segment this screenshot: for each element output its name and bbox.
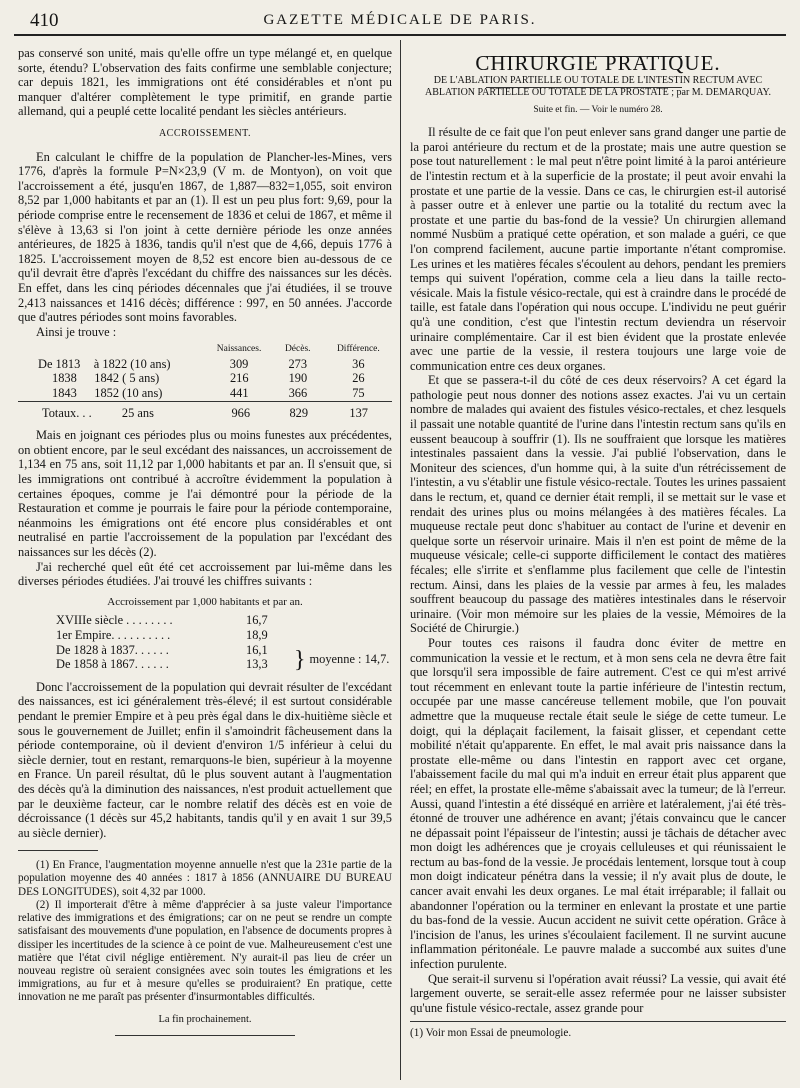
cell: XVIIIe siècle . . . . . . . . bbox=[56, 613, 173, 628]
cell: 36 bbox=[352, 356, 365, 371]
cell: 366 bbox=[288, 386, 308, 401]
paragraph: Et que se passera-t-il du côté de ces deux réservoirs? A cet égard la pathologie peut nous donner des notions assez exactes. J'ai vu un certain nombre de malades qui avaient des fistules vésico-rectales, et chez lesquels il passait une notable quantité de l'urine dans l'intestin rectum sans qu'ils en eussent beaucoup à souffrir (1). Ils ne souffraient que lorsque les matières intestinales passaient dans la vessie. J'ai publié l'observation, dans le Moniteur des sciences, d'un homme qui, à la suite d'un rétrécissement de l'intestin, a vu s'établir une fistule vésico-rectale. Toutes les urines passaient dans le rectum, et, quand ce dernier était rempli, il se mettait sur le vase et rendait des urines plus ou moins mélangées à des matières fécales. La muqueuse rectale peut donc s'habituer au contact de l'urine et devenir en quelque sorte un réservoir urinaire. Mais il n'en est point de même de la muqueuse vésicale; celle-ci supporte difficilement le contact des matières fécales; elle s'irrite et s'enflamme plus facilement que celle de l'intestin rectum. Ainsi, dans les plaies de la vessie par armes à feu, les malades souffrent beaucoup du passage des matières intestinales dans le réservoir urinaire. (Voir mon mémoire sur les plaies de la vessie, Mémoires de la Société de Chirurgie.) bbox=[410, 373, 786, 636]
footnote: (1) Voir mon Essai de pneumologie. bbox=[410, 1021, 786, 1041]
page-header bbox=[14, 8, 786, 36]
cell: De 1858 à 1867. . . . . . bbox=[56, 657, 169, 672]
cell: Totaux. . . bbox=[42, 405, 92, 420]
paragraph: Pour toutes ces raisons il faudra donc éviter de mettre en communication la vessie et le rectum, et à mon sens cela ne devra être fait que lorsqu'il sera impossible de faire autrement. C'est ce qui m'est arrivé tout récemment en enlevant toute la partie inférieure de l'intestin rectum, occupée par une masse cancéreuse tellement mobile, que l'on pouvait admettre que la muqueuse rectale était seule le siége de cette tumeur. Le doigt, qui la déplaçait facilement, la faisait glisser, et cependant cette mobilité n'était qu'apparente. En effet, le mal avait pris naissance dans la prostate elle-même ou dans l'intestin en rapport avec cet organe, l'abaissement facile du mal qui m'a induit en erreur était plus apparent que réel; en effet, la prostate elle-même s'abaissait avec la tumeur; de là l'erreur. Aussi, quand l'intestin a été disséqué en arrière et latéralement, j'ai été très-étonné de trouver une adhérence en avant; j'étais convaincu que le cancer ne dépassait point l'épaisseur de l'intestin; aussi je tâchais de détacher avec mon doigt les adhérences que je croyais celluleuses et qui réunissaient le rectum au bas-fond de la vessie. Je procédais lentement, lorsque tout à coup mon doigt indicateur pénétra dans la vessie; il n'y avait plus de doute, le cancer avait envahi les deux organes. Le mal était irréparable; il fallait ou abandonner l'opération ou la terminer en enlevant la prostate et une partie du bas-fond de la vessie. Aucun accident ne suivit cette opération. Grâce à l'incision de l'anus, les urines s'écoulaient facilement. Il ne survint aucune inflammation péritonéale. Le pauvre malade a succombé aux suites d'une infection purulente. bbox=[410, 635, 786, 972]
paragraph: J'ai recherché quel eût été cet accroissement par lui-même dans les diverses périodes étudiées. J'ai trouvé les chiffres suivants : bbox=[18, 559, 392, 589]
cell: 1852 (10 ans) bbox=[94, 386, 163, 401]
cell: 13,3 bbox=[246, 657, 268, 672]
cell: 16,7 bbox=[246, 613, 268, 628]
page-number: 410 bbox=[30, 10, 59, 31]
table-total-row bbox=[18, 406, 392, 423]
right-column bbox=[410, 46, 786, 1041]
table-header bbox=[18, 342, 392, 357]
cell: 137 bbox=[349, 405, 368, 420]
continuation-note: Suite et fin. — Voir le numéro 28. bbox=[533, 104, 663, 115]
paragraph: Que serait-il survenu si l'opération avait réussi? La vessie, qui avait été largement ouverte, se serait-elle assez refermée pour ne laisser subsister qu'une fistule vésico-rectale, assez grande pour bbox=[410, 971, 786, 1015]
header-births: Naissances. bbox=[216, 344, 262, 355]
growth-table-caption: Accroissement par 1,000 habitants et par an. bbox=[107, 595, 303, 608]
end-rule bbox=[115, 1035, 295, 1036]
paragraph: Mais en joignant ces périodes plus ou moins funestes aux précédentes, on obtient encore, par le seul excédant des naissances, un accroissement de 1,134 en 75 ans, soit 11,12 par 1,000 habitants et par an. Il s'ensuit que, si les immigrations ont contribué à accroître évidemment la population à certaines époques, comme je l'ai démontré pour la période de la Restauration et comme je pourrais le faire pour la période contemporaine, néanmoins les émigrations ont été encore plus considérables et ont neutralisé en partie l'accroissement de la population par l'excédant des naissances sur les décès (2). bbox=[18, 428, 392, 559]
paragraph: Il résulte de ce fait que l'on peut enlever sans grand danger une partie de la paroi antérieure du rectum et de la prostate; mais une autre question se pose tout naturellement : le mal peut n'être point limité à la paroi antérieure de l'intestin rectum et à la superficie de la prostate; il peut avoir envahi la prostate et une partie de la vessie. Dans ce cas, le chirurgien est-il autorisé à passer outre et à enlever une partie ou la totalité du rectum avec la prostate et une partie du bas-fond de la vessie? Un chirurgien allemand nommé Nusbüm a pratiqué cette opération, et son malade a guéri, ce que l'on comprend facilement, aucune partie importante n'étant compromise. Les urines et les matières fécales s'écoulent au dehors, pendant les premiers temps qui suivent l'opération, comme cela a lieu dans la taille recto-vésicale. Mais la fistule vésico-rectale, qui est à craindre dans le procédé de taille, est fatale dans l'opération qui nous occupe. L'individu ne peut guérir qu'à une condition, c'est que l'intestin rectum deviendra un réservoir urinaire complémentaire. Car il est bien évident que la prostate enlevée avec une partie de la vessie, il restera toujours une large voie de communication entre ces deux organes. bbox=[410, 125, 786, 373]
cell: 16,1 bbox=[246, 642, 268, 657]
cell: 25 ans bbox=[121, 405, 154, 420]
footnote: (1) En France, l'augmentation moyenne annuelle n'est que la 231e partie de la population moyenne des 40 années : 1817 à 1856 (ANNUAIRE DU BUREAU DES LONGITUDES), soit 4,32 par 1000. bbox=[18, 859, 392, 898]
table-row bbox=[18, 386, 392, 402]
footnote: (2) Il importerait d'être à même d'apprécier à sa juste valeur l'importance relative des immigrations et des émigrations; car on ne peut se rendre un compte satisfaisant des mouvements d'une population, en l'absence de documents propres à dissiper les incertitudes de la science à ce point de vue. Malheureusement c'est une matière que l'état civil néglige entièrement. N'y aurait-il pas lieu de créer un nouveau registre où seraient consignées avec soin toutes les émigrations et les immigrations, au fur et à mesure qu'elles se produiraient? En pratique, cette innovation ne me paraît pas présenter d'insurmontables difficultés. bbox=[18, 898, 392, 1004]
paragraph: Ainsi je trouve : bbox=[36, 324, 117, 339]
paragraph: pas conservé son unité, mais qu'elle offre un type mélangé et, en quelque sorte, étendu? L'observation des faits confirme une semblable conjecture; car depuis 1821, les immigrations ont été considérables et n'ont pu manquer d'altérer complètement le type primitif, en grande partie allemand, qui a peuplé cette localité pendant les siècles antérieurs. bbox=[18, 46, 392, 119]
cell: à 1822 (10 ans) bbox=[93, 356, 171, 371]
cell: 190 bbox=[288, 371, 308, 386]
cell: 1842 ( 5 ans) bbox=[94, 371, 160, 386]
table-row bbox=[56, 628, 294, 643]
cell: 829 bbox=[289, 405, 309, 420]
table-row bbox=[18, 357, 392, 372]
paragraph: En calculant le chiffre de la population de Plancher-les-Mines, vers 1776, d'après la formule P=N×23,9 (V m. de Montyon), on voit que l'accroissement a été, jusqu'en 1867, de 1,887—832=1,055, soit environ 8,52 par 1,000 habitants et par an (1). Il est un peu plus fort: 9,69, pour la période comprise entre le recensement de 1836 et celui de 1867, et même il s'élève à 13,63 si l'on joint à cette dernière période les onze années antérieures, de 1825 à 1836, tandis qu'il n'est que de 4,66, depuis 1776 à 1825. L'accroissement moyen de 8,52 est encore bien au-dessous de ce qu'il devrait être d'après l'excédant du chiffre des naissances sur les décès. En effet, dans les cinq périodes décennales que j'ai étudiées, il se trouve 2,413 naissances et 1416 décès; différence : 997, en 50 années. J'accorde que d'autres périodes sont moins favorables. bbox=[18, 149, 392, 325]
cell: 1843 bbox=[52, 386, 77, 401]
cell: 75 bbox=[352, 386, 365, 401]
header-difference: Différence. bbox=[336, 344, 380, 355]
cell: De 1828 à 1837. . . . . . bbox=[56, 642, 169, 657]
footnote-separator bbox=[18, 850, 98, 851]
column-divider bbox=[400, 40, 401, 1080]
growth-table bbox=[18, 613, 392, 671]
header-deaths: Décès. bbox=[284, 344, 311, 355]
cell: 1838 bbox=[52, 371, 77, 386]
section-title: CHIRURGIE PRATIQUE. bbox=[475, 51, 721, 75]
table-row bbox=[56, 657, 294, 672]
end-note: La fin prochainement. bbox=[158, 1013, 252, 1025]
cell: 273 bbox=[288, 356, 308, 371]
paragraph: Donc l'accroissement de la population qui devrait résulter de l'excédant des naissances, est ici généralement très-élevé; il est surtout considérable pendant le premier Empire et à peu près égal dans le dix-huitième siècle et sous le gouvernement de Juillet; enfin il s'amoindrit fâcheusement dans la période contemporaine, où il devient d'environ 1/5 inférieur à celui du siècle dernier, tout en restant, remarquons-le bien, supérieur à la moyenne en France. Un pareil résultat, dû le plus souvent autant à l'augmentation des décès qu'à la diminution des naissances, n'est produit actuellement que par le deuxième facteur, car le nombre relatif des décès est en voie de décroissance (1 décès sur 45,2 habitants, tandis qu'il y en avait 1 sur 39,5 au siècle dernier). bbox=[18, 679, 392, 840]
cell: 18,9 bbox=[246, 627, 268, 642]
left-column bbox=[18, 46, 392, 1036]
section-title: ACCROISSEMENT. bbox=[158, 127, 252, 139]
table-row bbox=[56, 643, 294, 658]
article-subtitle: DE L'ABLATION PARTIELLE OU TOTALE DE L'INTESTIN RECTUM AVEC ABLATION PARTIELLE OU TOTALE DE LA PROSTATE ; par M. DEMARQUAY. bbox=[425, 74, 771, 98]
table-row bbox=[56, 613, 294, 628]
births-deaths-table bbox=[18, 342, 392, 422]
brace-glyph: } bbox=[294, 646, 306, 673]
table-row bbox=[18, 371, 392, 386]
cell: 966 bbox=[231, 405, 251, 420]
growth-mean: moyenne : 14,7. bbox=[309, 652, 390, 667]
cell: 441 bbox=[229, 386, 249, 401]
journal-title: GAZETTE MÉDICALE DE PARIS. bbox=[263, 12, 537, 28]
cell: 26 bbox=[352, 371, 365, 386]
cell: 216 bbox=[229, 371, 249, 386]
cell: 1er Empire. . . . . . . . . . bbox=[56, 627, 171, 642]
cell: De 1813 bbox=[38, 356, 81, 371]
cell: 309 bbox=[229, 356, 249, 371]
